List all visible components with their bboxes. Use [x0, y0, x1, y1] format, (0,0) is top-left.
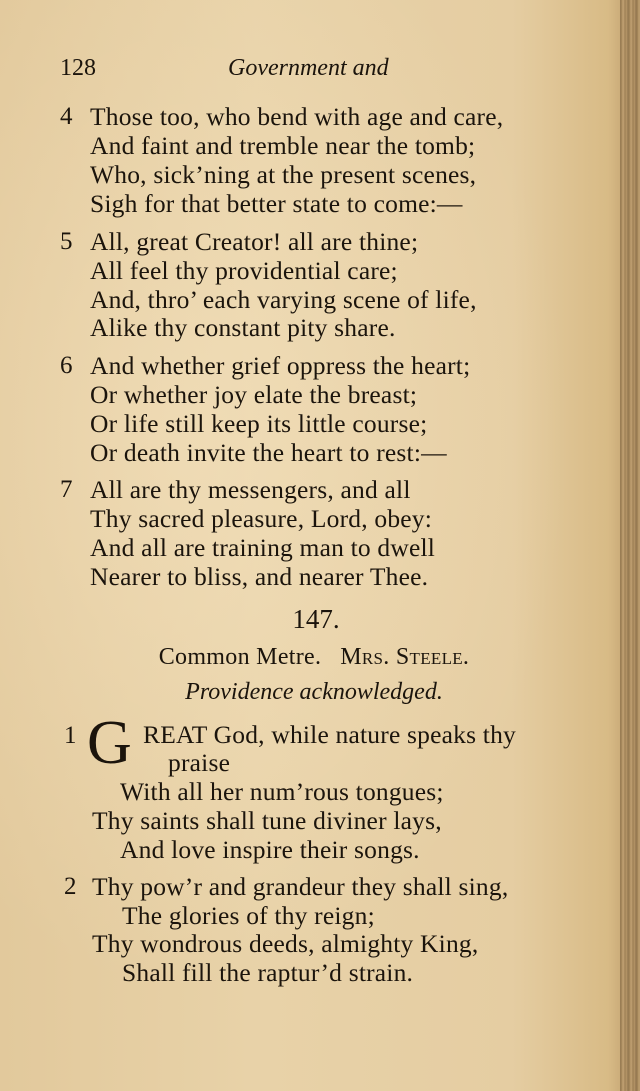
author: Mrs. Steele. — [340, 644, 470, 670]
hymn-number: 147. — [292, 604, 340, 634]
stanza-number: 6 — [60, 352, 73, 379]
page-header — [60, 55, 580, 85]
stanza-number: 2 — [64, 873, 77, 900]
verse-line: The glories of thy reign; — [122, 901, 375, 930]
stanza-number: 7 — [60, 476, 73, 503]
running-title: Government and — [228, 55, 389, 81]
verse-line: Or life still keep its little course; — [90, 409, 428, 438]
verse-line: And love inspire their songs. — [120, 835, 420, 864]
verse-line: Thy saints shall tune diviner lays, — [92, 806, 442, 835]
verse-line: Thy pow’r and grandeur they shall sing, — [92, 872, 509, 901]
verse-line: All, great Creator! all are thine; — [90, 227, 419, 256]
verse-line: And whether grief oppress the heart; — [90, 351, 471, 380]
verse-line: All are thy messengers, and all — [90, 475, 411, 504]
stanza-number: 5 — [60, 228, 73, 255]
verse-line: praise — [168, 748, 231, 777]
verse-line: Or whether joy elate the breast; — [90, 380, 418, 409]
verse-line: And faint and tremble near the tomb; — [90, 131, 476, 160]
verse-line: All feel thy providential care; — [90, 256, 398, 285]
meter: Common Metre. — [158, 644, 322, 670]
page-number: 128 — [60, 55, 96, 81]
verse-line: Alike thy constant pity share. — [90, 313, 396, 342]
verse-line: Those too, who bend with age and care, — [90, 102, 504, 131]
verse-line: Thy wondrous deeds, almighty King, — [92, 929, 479, 958]
hymn-subject: Providence acknowledged. — [185, 679, 443, 705]
verse-line: With all her num’rous tongues; — [120, 777, 444, 806]
verse-line: Who, sick’ning at the present scenes, — [90, 160, 477, 189]
verse-line: Shall fill the raptur’d strain. — [122, 958, 414, 987]
verse-line: And all are training man to dwell — [90, 533, 436, 562]
verse-line: Or death invite the heart to rest:— — [90, 438, 447, 467]
verse-line: Sigh for that better state to come:— — [90, 189, 463, 218]
verse-line: And, thro’ each varying scene of life, — [90, 285, 477, 314]
verse-line: REAT God, while nature speaks thy — [143, 720, 516, 749]
drop-cap: G — [87, 709, 132, 777]
verse-line: Nearer to bliss, and nearer Thee. — [90, 562, 429, 591]
page-edge — [620, 0, 640, 1091]
meter-author-line — [0, 644, 634, 671]
stanza-number: 1 — [64, 722, 77, 749]
verse-line: Thy sacred pleasure, Lord, obey: — [90, 504, 433, 533]
stanza-number: 4 — [60, 103, 73, 130]
